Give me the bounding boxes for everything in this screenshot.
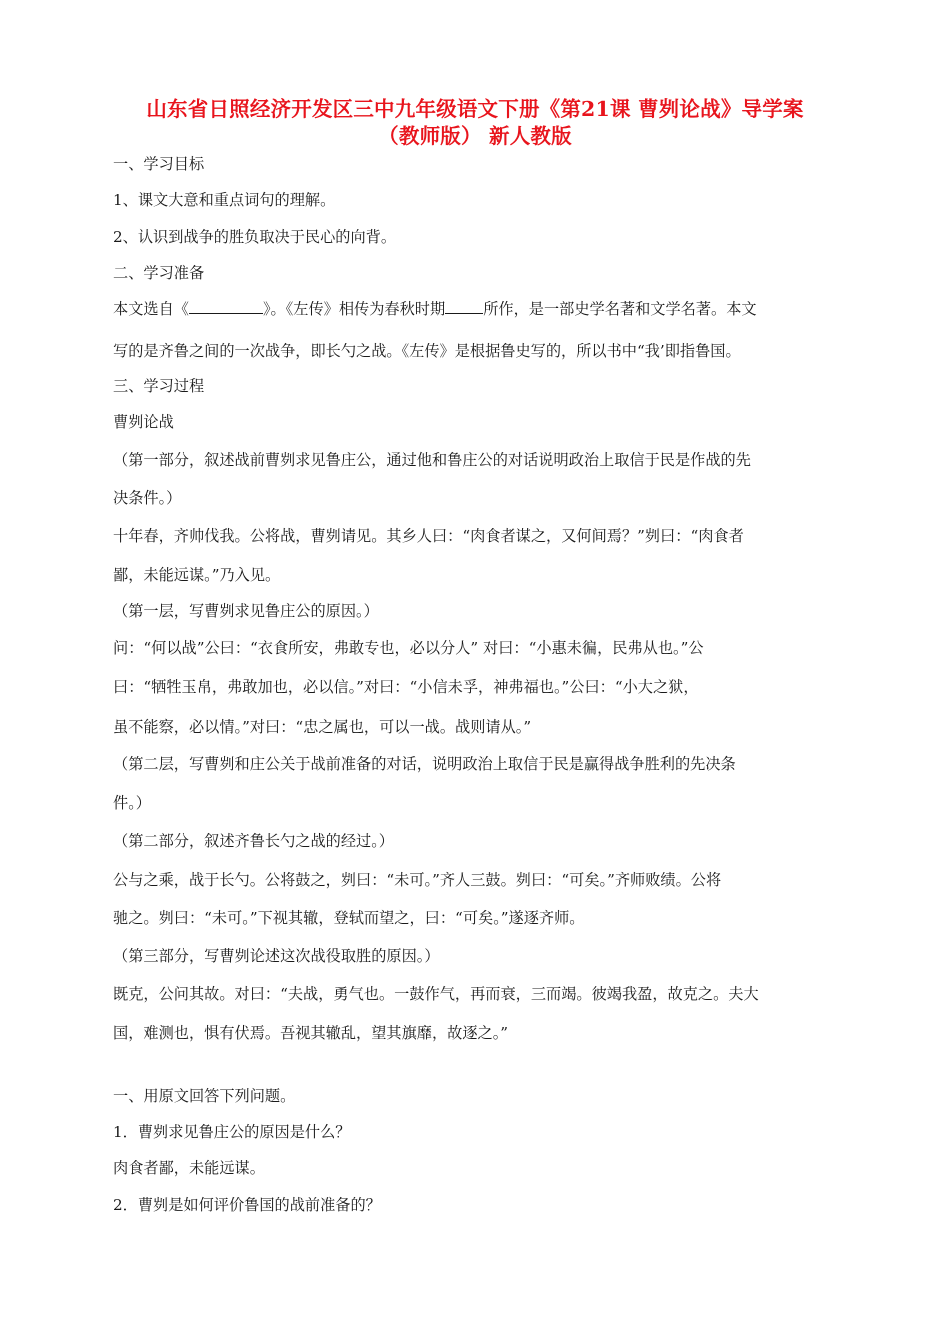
prep-text-3: 所作，是一部史学名著和文学名著。本文 [483, 300, 757, 318]
part1-note-line-1: （第一部分，叙述战前曹刿求见鲁庄公，通过他和鲁庄公的对话说明政治上取信于民是作战的先 [113, 451, 751, 469]
paragraph-2-line-1: 问：“何以战”公曰：“衣食所安，弗敢专也，必以分人” 对曰：“小惠未徧，民弗从也。”公 [113, 639, 704, 657]
question-1: 1．曹刿求见鲁庄公的原因是什么？ [113, 1123, 351, 1141]
goal-item-2: 2、认识到战争的胜负取决于民心的向背。 [113, 228, 397, 246]
section-heading-preparation: 二、学习准备 [113, 264, 205, 282]
paragraph-3-line-2: 驰之。刿曰：“未可。”下视其辙，登轼而望之，曰：“可矣。”遂逐齐师。 [113, 909, 585, 927]
paragraph-2-line-3: 虽不能察，必以情。”对曰：“忠之属也，可以一战。战则请从。” [113, 718, 532, 736]
paragraph-2-line-2: 曰：“牺牲玉帛，弗敢加也，必以信。”对曰：“小信未孚，神弗福也。”公曰：“小大之狱， [113, 678, 699, 696]
paragraph-4-line-1: 既克，公问其故。对曰：“夫战，勇气也。一鼓作气，再而衰，三而竭。彼竭我盈，故克之。夫大 [113, 985, 759, 1003]
paragraph-4-line-2: 国，难测也，惧有伏焉。吾视其辙乱，望其旗靡，故逐之。” [113, 1024, 509, 1042]
prep-text-2: 》。《左传》相传为春秋时期 [262, 300, 446, 318]
paragraph-1-line-2: 鄙，未能远谋。”乃入见。 [113, 566, 281, 584]
preparation-paragraph-line-1 [113, 298, 757, 320]
section-heading-goals: 一、学习目标 [113, 155, 205, 173]
part1-note-line-2: 决条件。） [113, 489, 182, 507]
fill-blank-source [189, 298, 263, 314]
part3-note: （第三部分，写曹刿论述这次战役取胜的原因。） [113, 947, 440, 965]
goal-item-1: 1、课文大意和重点词句的理解。 [113, 191, 336, 209]
layer1-note: （第一层，写曹刿求见鲁庄公的原因。） [113, 602, 379, 620]
part2-note: （第二部分，叙述齐鲁长勺之战的经过。） [113, 832, 394, 850]
question-2: 2．曹刿是如何评价鲁国的战前准备的？ [113, 1196, 381, 1214]
answer-1: 肉食者鄙，未能远谋。 [113, 1159, 265, 1177]
fill-blank-author [445, 298, 483, 314]
section-heading-process: 三、学习过程 [113, 377, 205, 395]
paragraph-3-line-1: 公与之乘，战于长勺。公将鼓之，刿曰：“未可。”齐人三鼓。刿曰：“可矣。”齐师败绩。公将 [113, 871, 722, 889]
layer2-note-line-1: （第二层，写曹刿和庄公关于战前准备的对话，说明政治上取信于民是赢得战争胜利的先决条 [113, 755, 736, 773]
prep-text-1: 本文选自《 [113, 300, 189, 318]
document-title-line-1: 山东省日照经济开发区三中九年级语文下册《第21课 曹刿论战》导学案 [146, 97, 804, 121]
layer2-note-line-2: 件。） [113, 794, 151, 812]
paragraph-1-line-1: 十年春，齐帅伐我。公将战，曹刿请见。其乡人曰：“肉食者谋之，又何间焉？”刿曰：“肉食者 [113, 527, 744, 545]
text-title: 曹刿论战 [113, 413, 174, 431]
preparation-paragraph-line-2: 写的是齐鲁之间的一次战争，即长勺之战。《左传》是根据鲁史写的，所以书中“我’即指鲁国。 [113, 342, 741, 360]
questions-heading: 一、用原文回答下列问题。 [113, 1087, 296, 1105]
document-title-line-2: （教师版） 新人教版 [378, 124, 572, 148]
